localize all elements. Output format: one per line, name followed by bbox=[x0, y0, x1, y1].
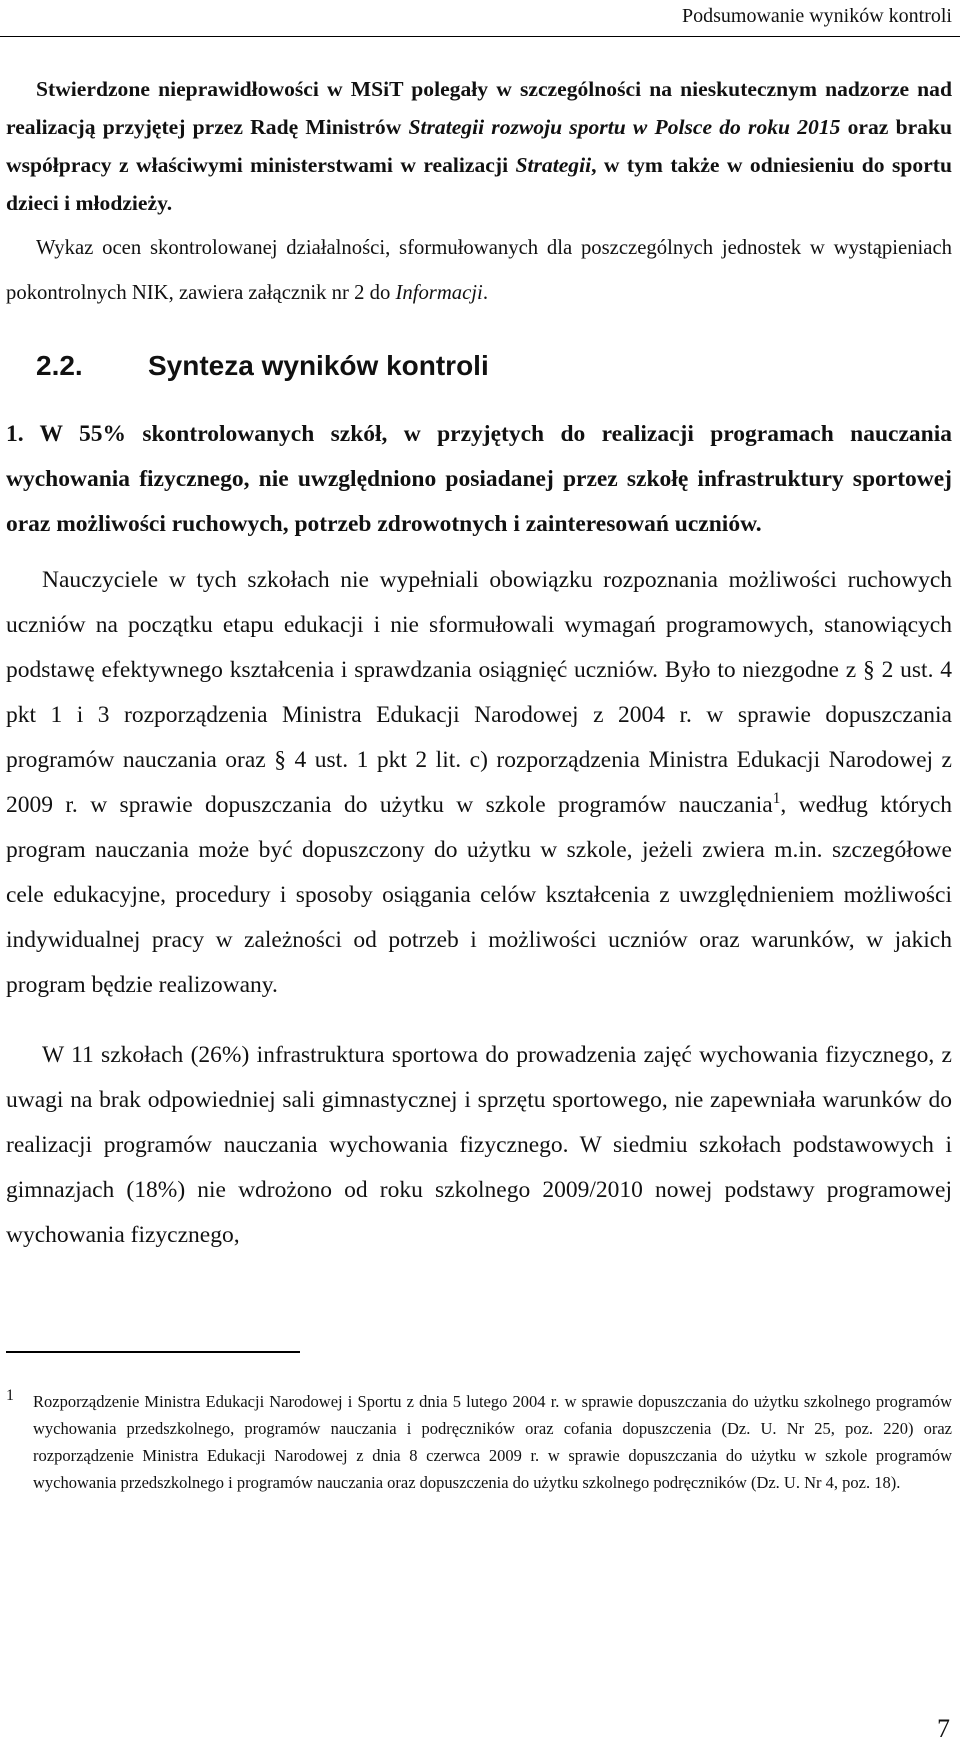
paragraph-infrastructure: W 11 szkołach (26%) infrastruktura sportowa do prowadzenia zajęć wychowania fizycznego, z uwagi na brak odpowiedniej sali gimnastycznej i sprzętu sportowego, nie zapewniała warunków do realizacji programów nauczania wychowania fizycznego. W siedmiu szkołach podstawowych i gimnazjach (18%) nie wdrożono od roku szkolnego 2009/2010 nowej podstawy programowej wychowania fizycznego, bbox=[6, 1042, 952, 1248]
paragraph-msit-irregularities bbox=[6, 70, 952, 222]
running-header bbox=[0, 0, 960, 37]
footnote-mark: 1 bbox=[6, 1387, 14, 1404]
p2-informacji: Informacji bbox=[395, 282, 483, 304]
footnote-separator bbox=[6, 1351, 300, 1353]
section-title: Synteza wyników kontroli bbox=[148, 350, 489, 381]
p2-text-1: Wykaz ocen skontrolowanej działalności, sformułowanych dla poszczególnych jednostek w wystąpieniach pokontrolnych NIK, zawiera załącznik nr 2 do bbox=[6, 237, 952, 304]
footnote-text: Rozporządzenie Ministra Edukacji Narodowej i Sportu z dnia 5 lutego 2004 r. w sprawie dopuszczania do użytku szkolnego programów wychowania przedszkolnego, programów nauczania i podręczników oraz cofania dopuszczenia (Dz. U. Nr 25, poz. 220) oraz rozporządzenie Ministra Edukacji Narodowej z dnia 8 czerwca 2009 r. w sprawie dopuszczania do użytku w szkole programów wychowania przedszkolnego i programów nauczania oraz dopuszczenia do użytku szkolnego podręczników (Dz. U. Nr 4, poz. 18). bbox=[33, 1392, 952, 1492]
p4-text-2: , według których program nauczania może być dopuszczony do użytku w szkole, jeżeli zwiera m.in. szczegółowe cele edukacyjne, procedury i sposoby osiągania celów kształcenia z uwzględnieniem możliwości indywidualnej pracy w zależności od potrzeb i możliwości uczniów oraz warunków, w jakich program będzie realizowany. bbox=[6, 792, 953, 998]
p1-strategy-short: Strategii bbox=[515, 153, 592, 177]
p1-text-1: Stwierdzone nieprawidłowości w MSiT polegały w szczególności na nieskutecznym nadzorze nad realizacją przyjętej przez Radę Ministrów bbox=[6, 77, 952, 139]
p1-text-2: oraz braku współpracy z właściwymi ministerstwami w realizacji bbox=[6, 115, 952, 177]
p4-text-1: Nauczyciele w tych szkołach nie wypełniali obowiązku rozpoznania możliwości ruchowych uczniów na początku etapu edukacji i nie sformułowali wymagań programowych, stanowiących podstawę efektywnego kształcenia i sprawdzania osiągnięć uczniów. Było to niezgodne z § 2 ust. 4 pkt 1 i 3 rozporządzenia Ministra Edukacji Narodowej z 2004 r. w sprawie dopuszczania programów nauczania oraz § 4 ust. 1 pkt 2 lit. c) rozporządzenia Ministra Edukacji Narodowej z 2009 r. w sprawie dopuszczania do użytku w szkole programów nauczania bbox=[6, 567, 952, 818]
finding-1: 1. W 55% skontrolowanych szkół, w przyjętych do realizacji programach nauczania wychowania fizycznego, nie uwzględniono posiadanej przez szkołę infrastruktury sportowej oraz możliwości ruchowych, potrzeb zdrowotnych i zainteresowań uczniów. bbox=[6, 421, 952, 537]
footnote bbox=[6, 1388, 952, 1496]
section-number: 2.2. bbox=[36, 350, 83, 381]
section-heading bbox=[6, 341, 952, 391]
page-body bbox=[6, 70, 952, 1258]
p1-strategy-title: Strategii rozwoju sportu w Polsce do roku 2015 bbox=[408, 115, 841, 139]
page-number: 7 bbox=[937, 1714, 950, 1743]
p2-text-2: . bbox=[482, 282, 488, 304]
running-header-title: Podsumowanie wyników kontroli bbox=[682, 5, 952, 27]
footnote-reference[interactable]: 1 bbox=[772, 790, 781, 808]
paragraph-teachers bbox=[6, 558, 952, 1008]
paragraph-assessment-list bbox=[6, 226, 952, 316]
p1-text-3: , w tym także w odniesieniu do sportu dzieci i młodzieży. bbox=[6, 153, 952, 215]
